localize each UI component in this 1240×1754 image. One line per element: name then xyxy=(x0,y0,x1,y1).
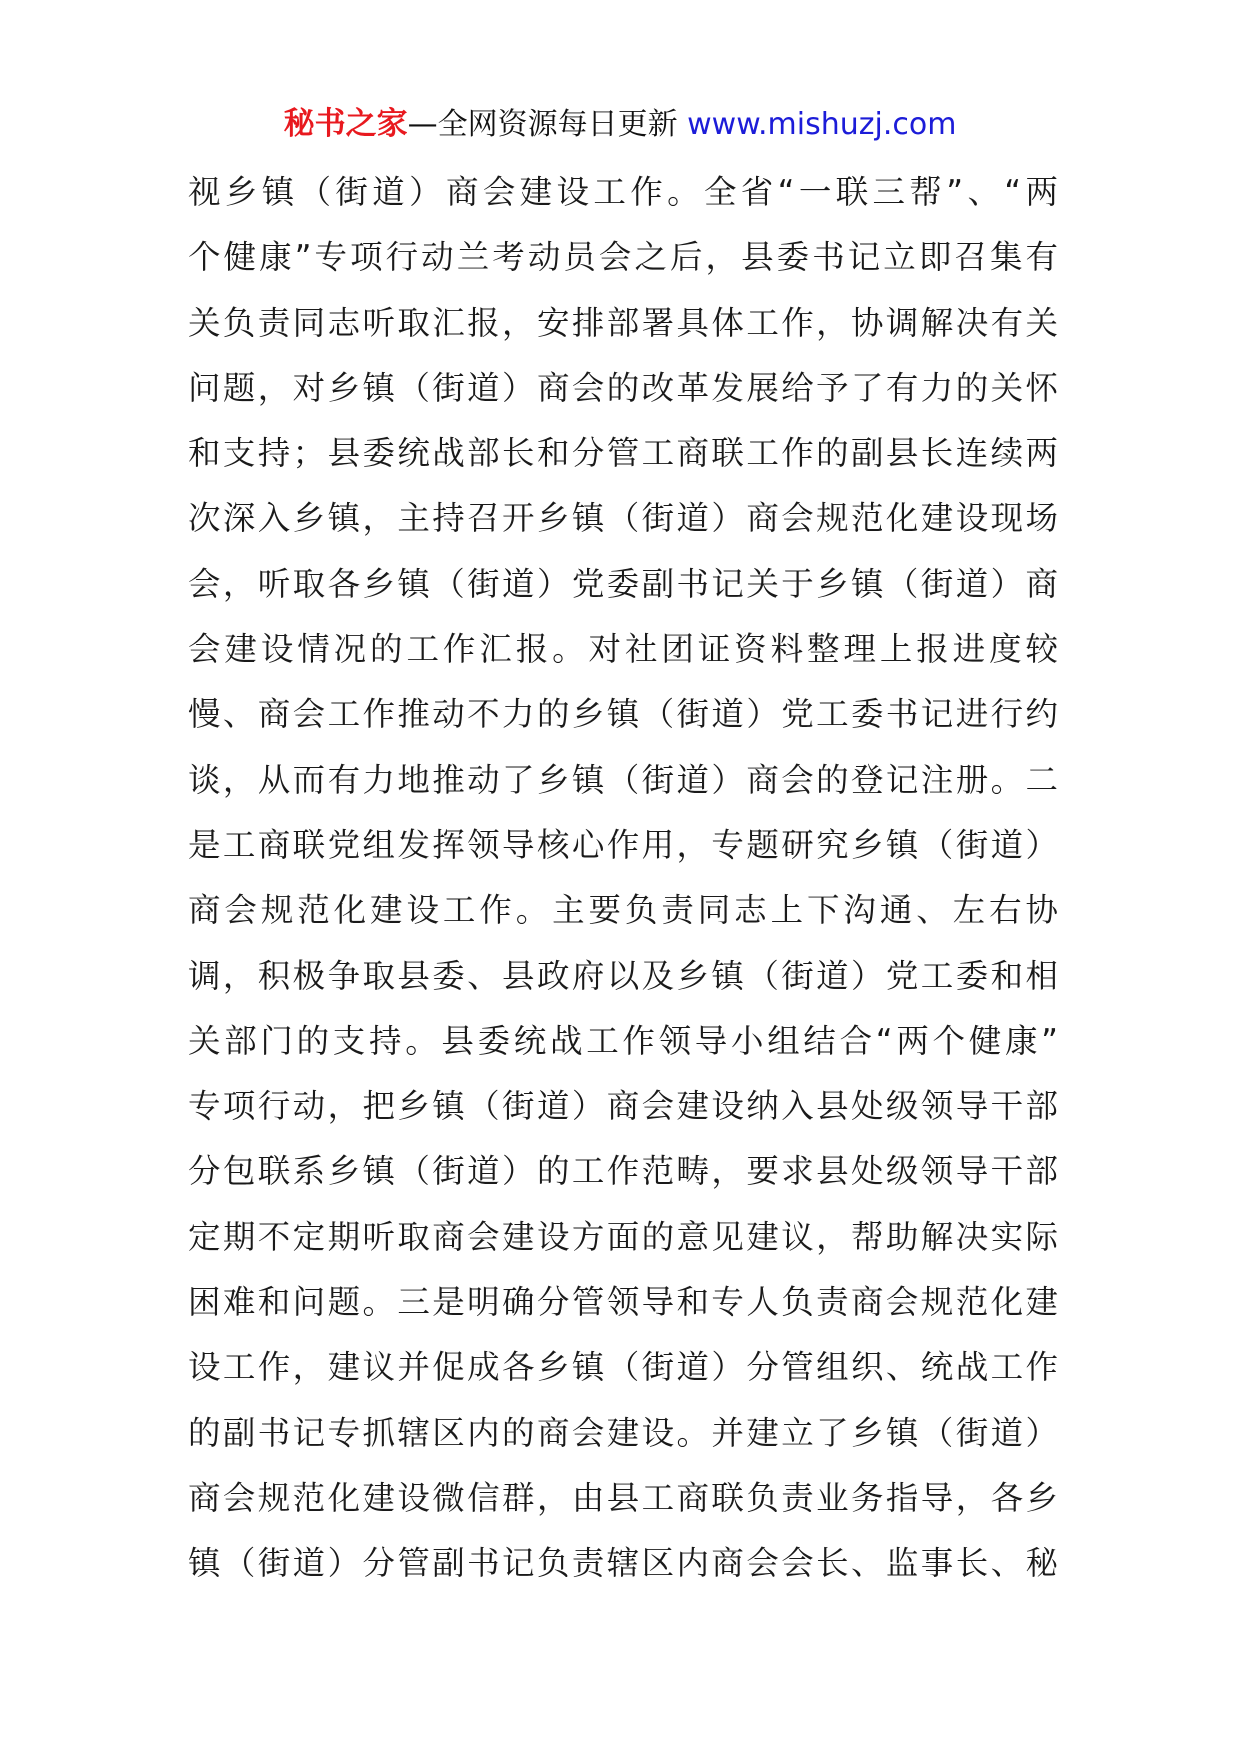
body-line: 定期不定期听取商会建设方面的意见建议，帮助解决实际 xyxy=(188,1217,1058,1256)
body-line: 困难和问题。三是明确分管领导和专人负责商会规范化建 xyxy=(188,1283,1058,1322)
site-slogan: —全网资源每日更新 xyxy=(407,107,688,142)
body-line: 镇（街道）分管副书记负责辖区内商会会长、监事长、秘 xyxy=(188,1544,1058,1583)
body-line: 商会规范化建设工作。主要负责同志上下沟通、左右协 xyxy=(188,891,1058,930)
document-body xyxy=(188,160,1058,1597)
body-line: 次深入乡镇，主持召开乡镇（街道）商会规范化建设现场 xyxy=(188,499,1058,538)
body-line: 谈，从而有力地推动了乡镇（街道）商会的登记注册。二 xyxy=(188,760,1058,799)
body-line: 视乡镇（街道）商会建设工作。全省“一联三帮”、“两 xyxy=(188,173,1058,211)
body-line: 商会规范化建设微信群，由县工商联负责业务指导，各乡 xyxy=(188,1478,1058,1517)
site-brand: 秘书之家 xyxy=(283,106,408,142)
body-line: 会建设情况的工作汇报。对社团证资料整理上报进度较 xyxy=(188,630,1058,669)
body-line: 是工商联党组发挥领导核心作用，专题研究乡镇（街道） xyxy=(188,825,1058,864)
body-line: 和支持；县委统战部长和分管工商联工作的副县长连续两 xyxy=(188,434,1058,473)
body-line: 的副书记专抓辖区内的商会建设。并建立了乡镇（街道） xyxy=(188,1413,1058,1452)
body-line: 设工作，建议并促成各乡镇（街道）分管组织、统战工作 xyxy=(188,1348,1058,1387)
body-line: 专项行动，把乡镇（街道）商会建设纳入县处级领导干部 xyxy=(188,1087,1058,1126)
body-line: 分包联系乡镇（街道）的工作范畴，要求县处级领导干部 xyxy=(188,1152,1058,1191)
body-line: 个健康”专项行动兰考动员会之后，县委书记立即召集有 xyxy=(188,238,1058,277)
body-line: 问题，对乡镇（街道）商会的改革发展给予了有力的关怀 xyxy=(188,368,1058,407)
body-line: 关部门的支持。县委统战工作领导小组结合“两个健康” xyxy=(188,1021,1058,1060)
site-header xyxy=(0,102,1240,147)
body-line: 调，积极争取县委、县政府以及乡镇（街道）党工委和相 xyxy=(188,956,1058,995)
site-url-link[interactable]: www.mishuzj.com xyxy=(687,107,957,142)
body-line: 关负责同志听取汇报，安排部署具体工作，协调解决有关 xyxy=(188,303,1058,342)
body-line: 慢、商会工作推动不力的乡镇（街道）党工委书记进行约 xyxy=(188,695,1058,734)
body-line: 会，听取各乡镇（街道）党委副书记关于乡镇（街道）商 xyxy=(188,564,1058,603)
